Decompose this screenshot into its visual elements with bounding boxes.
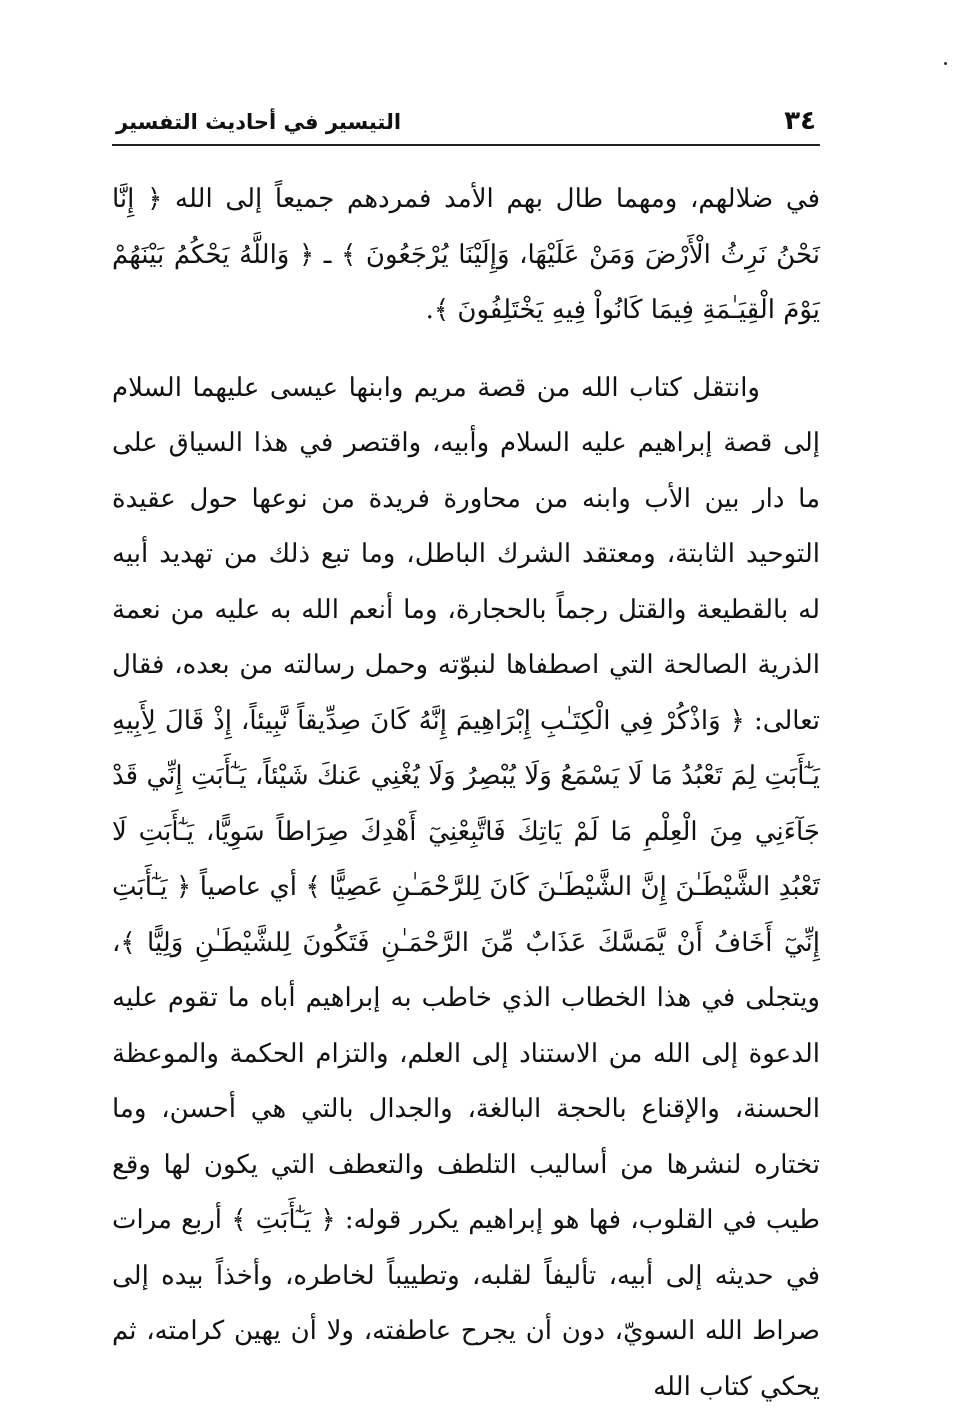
page-body [112, 172, 820, 1415]
page-header [112, 100, 820, 146]
page-number: ٣٤ [784, 106, 816, 136]
scan-speck [944, 62, 947, 65]
paragraph-1: في ضلالهم، ومهما طال بهم الأمد فمردهم جميعاً إلى الله ﴿ إِنَّا نَحْنُ نَرِثُ الْأَرْضَ وَمَنْ عَلَيْهَا، وَإِلَيْنَا يُرْجَعُونَ ﴾ ـ ﴿ وَاللَّهُ يَحْكُمُ بَيْنَهُمْ يَوْمَ الْقِيَـٰمَةِ فِيمَا كَانُواْ فِيهِ يَخْتَلِفُونَ ﴾. [112, 172, 820, 339]
paragraph-2: وانتقل كتاب الله من قصة مريم وابنها عيسى عليهما السلام إلى قصة إبراهيم عليه السلام وأبيه، واقتصر في هذا السياق على ما دار بين الأب وابنه من محاورة فريدة من نوعها حول عقيدة التوحيد الثابتة، ومعتقد الشرك الباطل، وما تبع ذلك من تهديد أبيه له بالقطيعة والقتل رجماً بالحجارة، وما أنعم الله به عليه من نعمة الذرية الصالحة التي اصطفاها لنبوّته وحمل رسالته من بعده، فقال تعالى: ﴿ وَاذْكُرْ فِي الْكِتَـٰبِ إِبْرَاهِيمَ إِنَّهُ كَانَ صِدِّيقاً نَّبِيئاً، إِذْ قَالَ لِأَبِيهِ يَـٰٓأَبَتِ لِمَ تَعْبُدُ مَا لَا يَسْمَعُ وَلَا يُبْصِرُ وَلَا يُغْنِي عَنكَ شَيْئاً، يَـٰٓأَبَتِ إِنِّي قَدْ جَآءَنِي مِنَ الْعِلْمِ مَا لَمْ يَاتِكَ فَاتَّبِعْنِيٓ أَهْدِكَ صِرَاطاً سَوِيًّا، يَـٰٓأَبَتِ لَا تَعْبُدِ الشَّيْطَـٰنَ إِنَّ الشَّيْطَـٰنَ كَانَ لِلرَّحْمَـٰنِ عَصِيًّا ﴾ أي عاصياً ﴿ يَـٰٓأَبَتِ إِنِّيٓ أَخَافُ أَنْ يَّمَسَّكَ عَذَابٌ مِّنَ الرَّحْمَـٰنِ فَتَكُونَ لِلشَّيْطَـٰنِ وَلِيًّا ﴾، ويتجلى في هذا الخطاب الذي خاطب به إبراهيم أباه ما تقوم عليه الدعوة إلى الله من الاستناد إلى العلم، والتزام الحكمة والموعظة الحسنة، والإقناع بالحجة البالغة، والجدال بالتي هي أحسن، وما تختاره لنشرها من أساليب التلطف والتعطف التي يكون لها وقع طيب في القلوب، فها هو إبراهيم يكرر قوله: ﴿ يَـٰٓأَبَتِ ﴾ أربع مرات في حديثه إلى أبيه، تأليفاً لقلبه، وتطييباً لخاطره، وأخذاً بيده إلى صراط الله السويّ، دون أن يجرح عاطفته، ولا أن يهين كرامته، ثم يحكي كتاب الله [112, 361, 820, 1415]
running-title: التيسير في أحاديث التفسير [116, 110, 401, 134]
